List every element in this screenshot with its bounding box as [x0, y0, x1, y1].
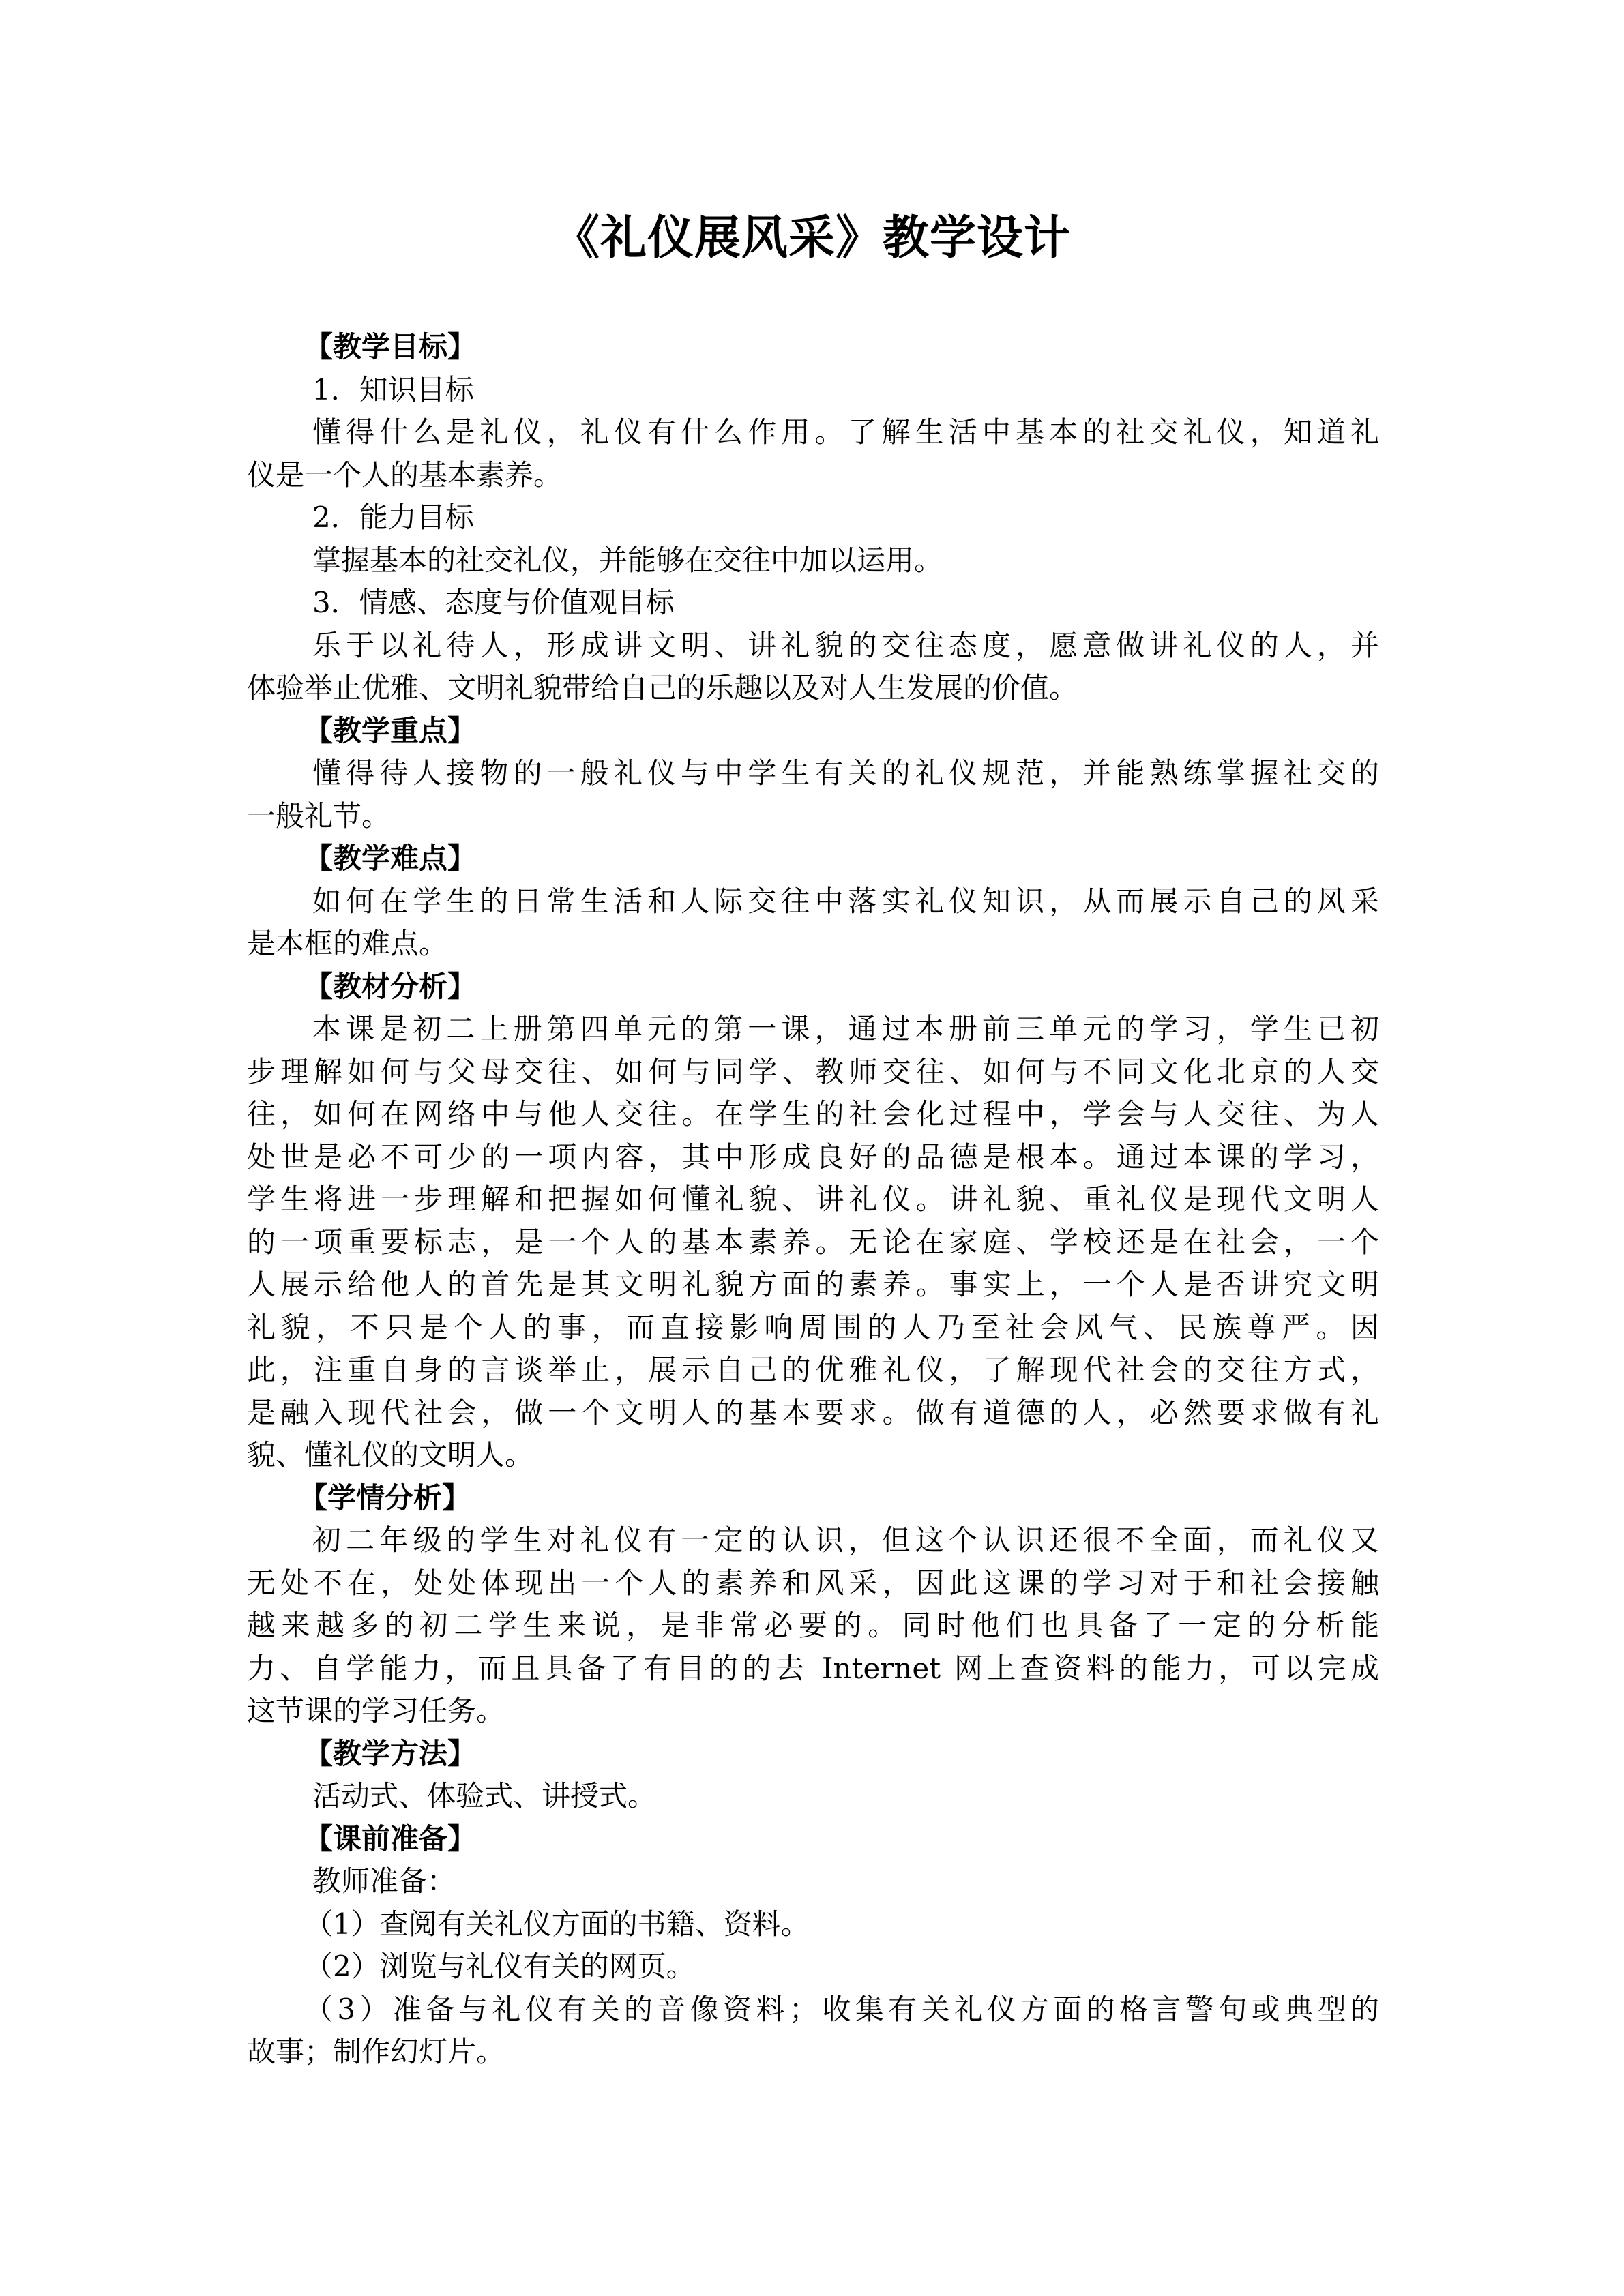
- text-line: 步理解如何与父母交往、如何与同学、教师交往、如何与不同文化北京的人交: [247, 1054, 1379, 1088]
- text-line: 力、自学能力，而且具备了有目的的去 Internet 网上查资料的能力，可以完成: [247, 1651, 1379, 1685]
- text-line: 的一项重要标志，是一个人的基本素养。无论在家庭、学校还是在社会，一个: [247, 1225, 1379, 1259]
- text-line: 懂得待人接物的一般礼仪与中学生有关的礼仪规范，并能熟练掌握社交的: [312, 756, 1379, 790]
- text-line: 人展示给他人的首先是其文明礼貌方面的素养。事实上，一个人是否讲究文明: [247, 1268, 1379, 1301]
- text-line: 2．能力目标: [312, 501, 474, 534]
- text-line: 一般礼节。: [247, 799, 391, 833]
- text-line: 故事；制作幻灯片。: [247, 2035, 505, 2068]
- text-line: 仪是一个人的基本素养。: [247, 458, 563, 492]
- section-heading: 【课前准备】: [304, 1821, 477, 1855]
- text-line: 是融入现代社会，做一个文明人的基本要求。做有道德的人，必然要求做有礼: [247, 1395, 1379, 1429]
- section-heading: 【学情分析】: [299, 1480, 471, 1515]
- text-line: （1）查阅有关礼仪方面的书籍、资料。: [304, 1907, 810, 1941]
- text-line: （2）浏览与礼仪有关的网页。: [304, 1950, 695, 1983]
- text-line: 无处不在，处处体现出一个人的素养和风采，因此这课的学习对于和社会接触: [247, 1566, 1379, 1600]
- text-line: 礼貌，不只是个人的事，而直接影响周围的人乃至社会风气、民族尊严。因: [247, 1310, 1379, 1344]
- text-line: 活动式、体验式、讲授式。: [312, 1779, 657, 1813]
- text-line: 掌握基本的社交礼仪，并能够在交往中加以运用。: [312, 543, 943, 577]
- document-body: [247, 326, 1379, 2074]
- text-line: 本课是初二上册第四单元的第一课，通过本册前三单元的学习，学生已初: [312, 1012, 1379, 1045]
- text-line: 越来越多的初二学生来说，是非常必要的。同时他们也具备了一定的分析能: [247, 1609, 1379, 1642]
- text-line: 懂得什么是礼仪，礼仪有什么作用。了解生活中基本的社交礼仪，知道礼: [312, 415, 1379, 449]
- section-heading: 【教学方法】: [304, 1736, 477, 1770]
- section-heading: 【教材分析】: [304, 969, 477, 1003]
- text-line: 学生将进一步理解和把握如何懂礼貌、讲礼仪。讲礼貌、重礼仪是现代文明人: [247, 1182, 1379, 1216]
- text-line: 此，注重自身的言谈举止，展示自己的优雅礼仪，了解现代社会的交往方式，: [247, 1353, 1379, 1386]
- text-line: 教师准备：: [312, 1864, 456, 1898]
- section-heading: 【教学重点】: [304, 713, 477, 747]
- text-line: 3．情感、态度与价值观目标: [312, 586, 675, 619]
- text-line: 往，如何在网络中与他人交往。在学生的社会化过程中，学会与人交往、为人: [247, 1097, 1379, 1131]
- text-line: 处世是必不可少的一项内容，其中形成良好的品德是根本。通过本课的学习，: [247, 1139, 1379, 1174]
- text-line: 初二年级的学生对礼仪有一定的认识，但这个认识还很不全面，而礼仪又: [312, 1523, 1379, 1557]
- text-line: （3）准备与礼仪有关的音像资料；收集有关礼仪方面的格言警句或典型的: [304, 1992, 1379, 2026]
- text-line: 1．知识目标: [312, 372, 474, 406]
- text-line: 貌、懂礼仪的文明人。: [247, 1438, 534, 1472]
- section-heading: 【教学难点】: [304, 841, 477, 875]
- text-line: 是本框的难点。: [247, 927, 448, 960]
- document-title: 《礼仪展风采》教学设计: [552, 211, 1071, 265]
- text-line: 体验举止优雅、文明礼貌带给自己的乐趣以及对人生发展的价值。: [247, 671, 1078, 704]
- text-line: 如何在学生的日常生活和人际交往中落实礼仪知识，从而展示自己的风采: [312, 884, 1379, 918]
- section-heading: 【教学目标】: [304, 330, 477, 363]
- text-line: 这节课的学习任务。: [247, 1694, 505, 1727]
- text-line: 乐于以礼待人，形成讲文明、讲礼貌的交往态度，愿意做讲礼仪的人，并: [312, 628, 1379, 662]
